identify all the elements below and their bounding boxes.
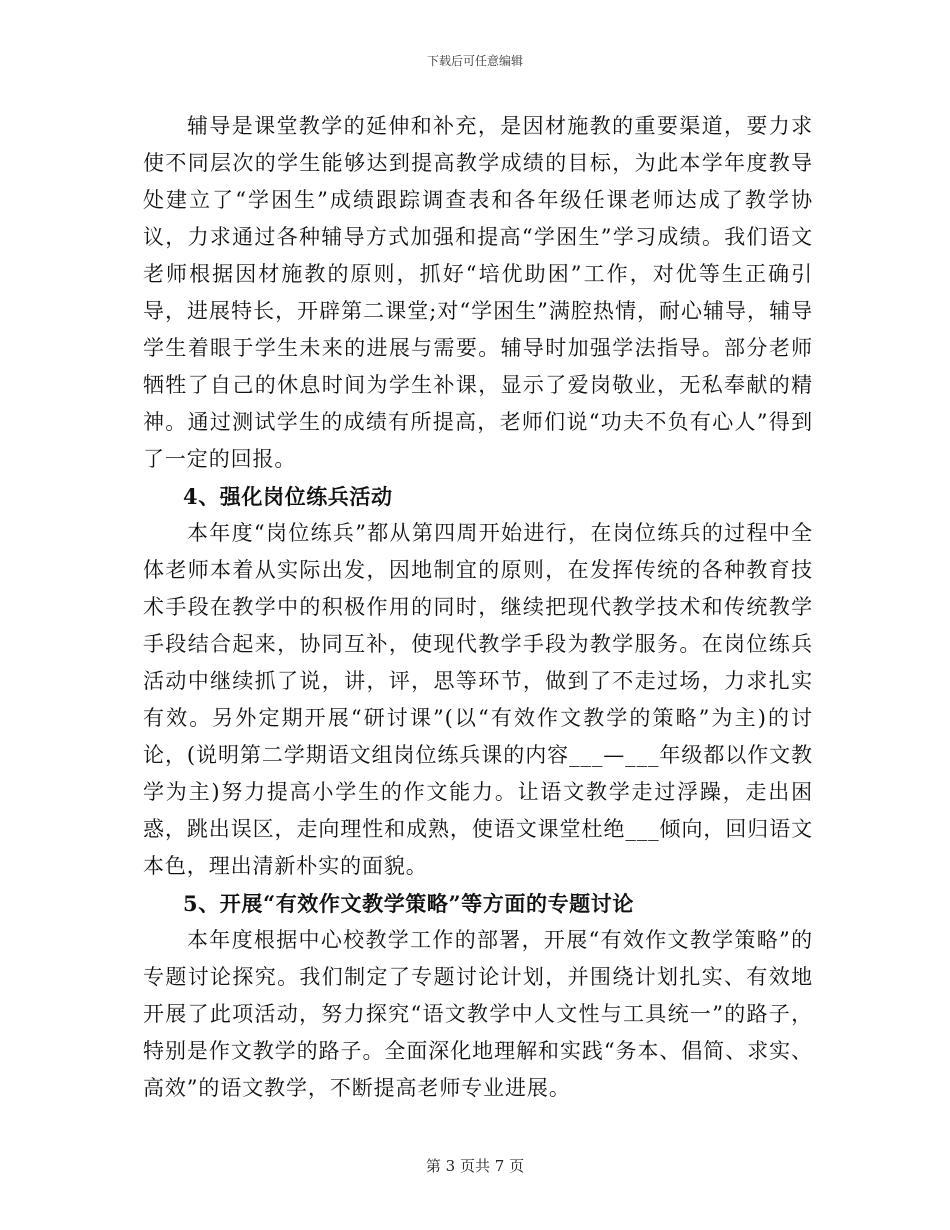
section-heading-4: 4、强化岗位练兵活动 bbox=[183, 484, 393, 509]
document-body bbox=[143, 108, 813, 1107]
page-footer: 第 3 页共 7 页 bbox=[425, 1157, 525, 1175]
paragraph-tutoring: 辅导是课堂教学的延伸和补充，是因材施教的重要渠道，要力求使不同层次的学生能够达到提高教学成绩的目标，为此本学年度教导处建立了“学困生”成绩跟踪调查表和各年级任课老师达成了教学协议，力求通过各种辅导方式加强和提高“学困生”学习成绩。我们语文老师根据因材施教的原则，抓好“培优助困”工作，对优等生正确引导，进展特长，开辟第二课堂;对“学困生”满腔热情，耐心辅导，辅导学生着眼于学生未来的进展与需要。辅导时加强学法指导。部分老师牺牲了自己的休息时间为学生补课，显示了爱岗敬业，无私奉献的精神。通过测试学生的成绩有所提高，老师们说“功夫不负有心人”得到了一定的回报。 bbox=[143, 114, 813, 471]
page-header: 下载后可任意编辑 bbox=[426, 54, 523, 68]
paragraph-job-training: 本年度“岗位练兵”都从第四周开始进行，在岗位练兵的过程中全体老师本着从实际出发，因地制宜的原则，在发挥传统的各种教育技术手段在教学中的积极作用的同时，继续把现代教学技术和传统教学手段结合起来，协同互补，使现代教学手段为教学服务。在岗位练兵活动中继续抓了说，讲，评，思等环节，做到了不走过场，力求扎实有效。另外定期开展“研讨课”(以“有效作文教学的策略”为主)的讨论，(说明第二学期语文组岗位练兵课的内容___—___年级都以作文教学为主)努力提高小学生的作文能力。让语文教学走过浮躁，走出困惑，跳出误区，走向理性和成熟，使语文课堂杜绝___倾向，回归语文本色，理出清新朴实的面貌。 bbox=[143, 521, 813, 878]
paragraph-writing-strategy: 本年度根据中心校教学工作的部署，开展“有效作文教学策略”的专题讨论探究。我们制定了专题讨论计划，并围绕计划扎实、有效地开展了此项活动，努力探究“语文教学中人文性与工具统一”的路子，特别是作文教学的路子。全面深化地理解和实践“务本、倡简、求实、高效”的语文教学，不断提高老师专业进展。 bbox=[143, 928, 813, 1100]
section-heading-5: 5、开展“有效作文教学策略”等方面的专题讨论 bbox=[183, 891, 634, 916]
